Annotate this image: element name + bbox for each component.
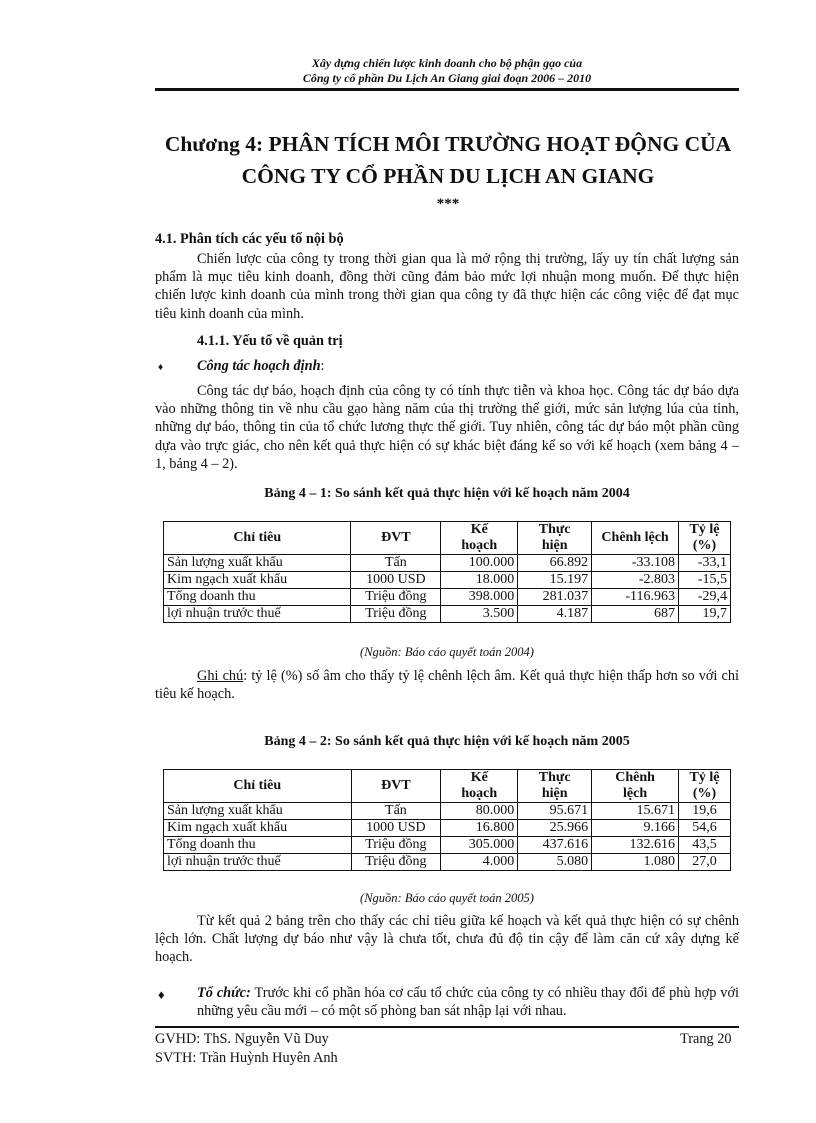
table-cell-thuc-hien: 66.892 bbox=[518, 555, 592, 572]
table-cell-dvt: Triệu đồng bbox=[351, 837, 441, 854]
table-cell-ke-hoach: 398.000 bbox=[441, 589, 518, 606]
table-cell-ke-hoach: 16.800 bbox=[441, 820, 518, 837]
table-cell-ty-le: -15,5 bbox=[679, 572, 731, 589]
table1-header-thuc-hien-line2: hiện bbox=[541, 538, 568, 553]
table2-header-ke-hoach bbox=[441, 770, 518, 803]
table-cell-thuc-hien: 281.037 bbox=[518, 589, 592, 606]
table-cell-dvt: Triệu đồng bbox=[351, 854, 441, 871]
table-cell-ty-le: 54,6 bbox=[679, 820, 731, 837]
table-cell-chenh-lech: -33.108 bbox=[592, 555, 679, 572]
table-row bbox=[164, 589, 731, 606]
table-cell-ke-hoach: 3.500 bbox=[441, 606, 518, 623]
table-row bbox=[164, 837, 731, 854]
table-cell-ty-le: 43,5 bbox=[679, 837, 731, 854]
table1-source: (Nguồn: Báo cáo quyết toán 2004) bbox=[360, 645, 534, 659]
table-cell-chi-tieu: Kim ngạch xuất khẩu bbox=[164, 572, 351, 589]
table1-header-ty-le bbox=[679, 522, 731, 555]
table-cell-chenh-lech: 132.616 bbox=[592, 837, 679, 854]
table2-header-thuc-hien bbox=[518, 770, 592, 803]
table2-header-chi-tieu: Chỉ tiêu bbox=[164, 770, 352, 803]
table-row bbox=[164, 555, 731, 572]
table-cell-ty-le: 19,7 bbox=[679, 606, 731, 623]
table-cell-dvt: Tấn bbox=[351, 803, 441, 820]
header-rule bbox=[155, 88, 739, 91]
table2-header-row bbox=[164, 770, 731, 803]
table-cell-chenh-lech: -2.803 bbox=[592, 572, 679, 589]
organization-text: Trước khi cổ phần hóa cơ cấu tổ chức của công ty có nhiều thay đổi để phù hợp với những yêu cầu mới – có một số phòng ban sát nhập lại với nhau. bbox=[197, 985, 739, 1020]
table1-header-ke-hoach-line1: Kế bbox=[470, 522, 488, 537]
table-cell-dvt: Triệu đồng bbox=[351, 589, 441, 606]
table-row bbox=[164, 854, 731, 871]
note-text: : tỷ lệ (%) số âm cho thấy tỷ lệ chênh lệch âm. Kết quả thực hiện thấp hơn so với chỉ tiêu kế hoạch. bbox=[155, 668, 739, 703]
table-row bbox=[164, 803, 731, 820]
table-cell-thuc-hien: 5.080 bbox=[518, 854, 592, 871]
table2-header-chenh-lech bbox=[592, 770, 679, 803]
table1-header-row bbox=[164, 522, 731, 555]
table-cell-chi-tieu: Sản lượng xuất khẩu bbox=[164, 803, 352, 820]
footer-student: SVTH: Trần Huỳnh Huyên Anh bbox=[155, 1050, 338, 1066]
table2-header-ty-le bbox=[679, 770, 731, 803]
table-cell-thuc-hien: 95.671 bbox=[518, 803, 592, 820]
planning-label: Công tác hoạch định bbox=[197, 358, 321, 374]
chapter-separator-stars: *** bbox=[436, 196, 460, 212]
table2-header-thuc-hien-line1: Thực bbox=[538, 770, 571, 785]
table-cell-chi-tieu: Sản lượng xuất khẩu bbox=[164, 555, 351, 572]
table-cell-chenh-lech: 687 bbox=[592, 606, 679, 623]
table2-header-ke-hoach-line2: hoạch bbox=[461, 786, 498, 801]
conclusion-paragraph: Từ kết quả 2 bảng trên cho thấy các chỉ tiêu giữa kế hoạch và kết quả thực hiện có sự chênh lệch lớn. Chất lượng dự báo như vậy là chưa tốt, chưa đủ độ tin cậy để làm căn cứ xây dựng kế hoạch. bbox=[155, 913, 739, 966]
table1 bbox=[163, 521, 731, 623]
table-cell-ke-hoach: 305.000 bbox=[441, 837, 518, 854]
running-header-line2: Công ty cổ phần Du Lịch An Giang giai đoạn 2006 – 2010 bbox=[302, 71, 592, 85]
table1-header-ty-le-line1: Tỷ lệ bbox=[689, 522, 720, 537]
table2-header-chenh-lech-line1: Chênh bbox=[615, 770, 655, 785]
table2-header-ke-hoach-line1: Kế bbox=[470, 770, 488, 785]
table-cell-ke-hoach: 4.000 bbox=[441, 854, 518, 871]
table-cell-chenh-lech: 9.166 bbox=[592, 820, 679, 837]
table2-header-dvt: ĐVT bbox=[351, 770, 441, 803]
table-cell-ty-le: -29,4 bbox=[679, 589, 731, 606]
table1-header-thuc-hien bbox=[518, 522, 592, 555]
planning-subheading bbox=[197, 357, 739, 375]
table-cell-chenh-lech: 15.671 bbox=[592, 803, 679, 820]
table-cell-dvt: Tấn bbox=[351, 555, 441, 572]
table-cell-chi-tieu: Kim ngạch xuất khẩu bbox=[164, 820, 352, 837]
table-cell-ty-le: -33,1 bbox=[679, 555, 731, 572]
table-cell-chenh-lech: 1.080 bbox=[592, 854, 679, 871]
table-cell-thuc-hien: 25.966 bbox=[518, 820, 592, 837]
diamond-bullet-icon: ♦ bbox=[158, 362, 164, 373]
table-cell-chi-tieu: lợi nhuận trước thuế bbox=[164, 606, 351, 623]
chapter-title-line2: CÔNG TY CỔ PHẦN DU LỊCH AN GIANG bbox=[241, 164, 655, 188]
table2-source: (Nguồn: Báo cáo quyết toán 2005) bbox=[360, 891, 534, 905]
table-cell-chi-tieu: lợi nhuận trước thuế bbox=[164, 854, 352, 871]
table-cell-ty-le: 27,0 bbox=[679, 854, 731, 871]
planning-colon: : bbox=[320, 358, 325, 374]
table1-header-chi-tieu: Chỉ tiêu bbox=[164, 522, 351, 555]
section-4-1-paragraph: Chiến lược của công ty trong thời gian qua là mở rộng thị trường, lấy uy tín chất lượng sản phẩm là mục tiêu kinh doanh, đồng thời cũng đảm bảo mức lợi nhuận mong muốn. Để thực hiện chiến lược kinh doanh của mình trong thời gian qua công ty đã thực hiện các công việc để đạt mục tiêu kinh doanh của mình. bbox=[155, 251, 739, 322]
table1-header-ke-hoach-line2: hoạch bbox=[461, 538, 498, 553]
page-number: Trang 20 bbox=[680, 1031, 732, 1047]
table-cell-dvt: 1000 USD bbox=[351, 572, 441, 589]
diamond-bullet-icon: ♦ bbox=[158, 987, 165, 1002]
table-row bbox=[164, 606, 731, 623]
footer-rule bbox=[155, 1026, 739, 1028]
table1-header-thuc-hien-line1: Thực bbox=[538, 522, 571, 537]
table2-header-ty-le-line2: (%) bbox=[692, 786, 717, 801]
table-cell-thuc-hien: 15.197 bbox=[518, 572, 592, 589]
section-heading-4-1-1: 4.1.1. Yếu tố về quản trị bbox=[197, 333, 343, 349]
chapter-title-line1: Chương 4: PHÂN TÍCH MÔI TRƯỜNG HOẠT ĐỘNG CỦA bbox=[164, 132, 732, 156]
table-cell-thuc-hien: 4.187 bbox=[518, 606, 592, 623]
organization-label: Tổ chức: bbox=[197, 985, 251, 1001]
table-cell-chenh-lech: -116.963 bbox=[592, 589, 679, 606]
table1-header-dvt: ĐVT bbox=[351, 522, 441, 555]
table-cell-ke-hoach: 18.000 bbox=[441, 572, 518, 589]
running-header bbox=[155, 56, 739, 86]
table-cell-ke-hoach: 100.000 bbox=[441, 555, 518, 572]
table-row bbox=[164, 820, 731, 837]
table1-header-ty-le-line2: (%) bbox=[692, 538, 717, 553]
planning-paragraph: Công tác dự báo, hoạch định của công ty có tính thực tiễn và khoa học. Công tác dự báo dựa vào những thông tin về nhu cầu gạo hàng năm của thị trường thế giới, mức sản lượng lúa của tỉnh, những dự báo, thông tin của tổ chức lương thực thế giới. Tuy nhiên, công tác dự báo một phần cũng dựa vào trực giác, cho nên kết quả thực hiện có sự khác biệt đáng kể so với kế hoạch (xem bảng 4 – 1, bảng 4 – 2). bbox=[155, 383, 739, 472]
footer-supervisor: GVHD: ThS. Nguyễn Vũ Duy bbox=[155, 1031, 329, 1047]
table-row bbox=[164, 572, 731, 589]
table-cell-ke-hoach: 80.000 bbox=[441, 803, 518, 820]
table1-header-chenh-lech: Chênh lệch bbox=[592, 522, 679, 555]
note-label: Ghi chú bbox=[197, 668, 244, 684]
table1-header-ke-hoach bbox=[441, 522, 518, 555]
table2-header-chenh-lech-line2: lệch bbox=[623, 786, 648, 801]
table-cell-dvt: 1000 USD bbox=[351, 820, 441, 837]
table-cell-chi-tieu: Tổng doanh thu bbox=[164, 837, 352, 854]
organization-paragraph bbox=[197, 984, 739, 1020]
table-cell-dvt: Triệu đồng bbox=[351, 606, 441, 623]
table2-header-thuc-hien-line2: hiện bbox=[541, 786, 568, 801]
table-cell-chi-tieu: Tổng doanh thu bbox=[164, 589, 351, 606]
section-heading-4-1: 4.1. Phân tích các yếu tố nội bộ bbox=[155, 231, 344, 247]
running-header-line1: Xây dựng chiến lược kinh doanh cho bộ phận gạo của bbox=[311, 56, 583, 70]
table-cell-thuc-hien: 437.616 bbox=[518, 837, 592, 854]
table2 bbox=[163, 769, 731, 871]
table2-caption: Bảng 4 – 2: So sánh kết quả thực hiện với kế hoạch năm 2005 bbox=[264, 734, 630, 749]
table2-header-ty-le-line1: Tỷ lệ bbox=[689, 770, 720, 785]
chapter-title bbox=[130, 128, 766, 192]
table1-caption: Bảng 4 – 1: So sánh kết quả thực hiện với kế hoạch năm 2004 bbox=[264, 486, 630, 501]
table-cell-ty-le: 19,6 bbox=[679, 803, 731, 820]
note-paragraph bbox=[155, 667, 739, 703]
